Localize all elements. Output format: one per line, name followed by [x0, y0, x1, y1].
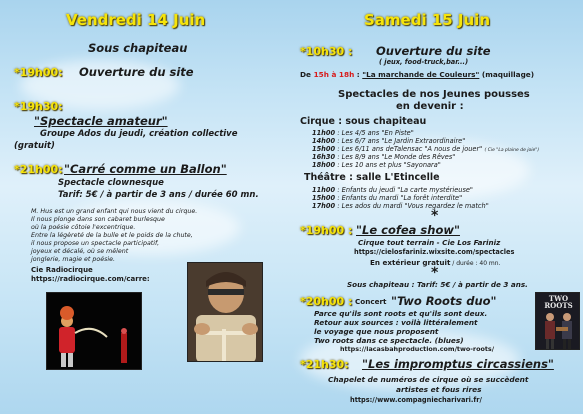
- friday-desc-2b: (gratuit): [14, 141, 55, 151]
- clown-photo: [46, 292, 142, 370]
- poster-title-2: ROOTS: [544, 301, 573, 310]
- concert-line-2: Retour aux sources : voilà littéralement: [314, 318, 478, 327]
- youth-title-1: Spectacles de nos Jeunes pousses: [338, 89, 530, 100]
- story-line: jonglerie, magie et poésie.: [31, 256, 116, 263]
- theatre-heading: Théâtre : salle L'Etincelle: [304, 172, 440, 183]
- cofea-line-1: Cirque tout terrain - Cie Los Fariniz: [358, 238, 501, 247]
- separator-star: *: [431, 208, 439, 224]
- chapiteau-tarif: Sous chapiteau : Tarif: 5€ / à partir de 3 ans.: [347, 280, 528, 289]
- friday-title-3: "Carré comme un Ballon": [64, 162, 227, 176]
- impromptus-link[interactable]: https://www.compagniecharivari.fr/: [350, 396, 482, 404]
- concert-label: Concert: [355, 297, 387, 306]
- separator-star-2: *: [431, 265, 439, 281]
- concert-line-1: Parce qu'ils sont roots et qu'ils sont deux.: [314, 309, 488, 318]
- market-line: [300, 70, 534, 79]
- friday-time-2: *19h30:: [14, 100, 63, 113]
- impromptus-line-2: artistes et fous rires: [396, 385, 482, 394]
- market-note: (maquillage): [481, 70, 535, 79]
- saturday-title-1: Ouverture du site: [376, 44, 491, 58]
- story-line: Il nous plonge dans son cabaret burlesque: [31, 216, 165, 223]
- friday-desc-3a: Spectacle clownesque: [58, 178, 164, 188]
- friday-venue: Sous chapiteau: [88, 41, 188, 55]
- impromptus-line-1: Chapelet de numéros de cirque où se succèdent: [328, 375, 529, 384]
- cofea-line-2: En extérieur gratuit / durée : 40 mn.: [370, 258, 501, 267]
- cirque-row: 15h00 : Les 6/11 ans deTalensac "A nous de jouer" ( Cie "La plaine de joie"): [312, 145, 540, 153]
- poster-title-1: TWO: [548, 294, 569, 303]
- cirque-row: 11h00 : Les 4/5 ans "En Piste": [312, 129, 414, 137]
- cofea-link[interactable]: https://cielosfariniz.wixsite.com/spectacles: [354, 248, 515, 256]
- theatre-row: 11h00 : Enfants du jeudi "La carte mystérieuse": [312, 186, 473, 194]
- saturday-sub-1: ( jeux, food-truck,bar...): [379, 58, 469, 66]
- concert-line-4: Two roots dans ce spectacle. (blues): [314, 336, 464, 345]
- friday-title-2: "Spectacle amateur": [34, 114, 168, 128]
- saturday-time-4: *21h30:: [300, 358, 349, 371]
- credit-company: Cie Radiocirque: [31, 266, 93, 274]
- concert-line-3: le voyage que nous proposent: [314, 327, 439, 336]
- saturday-title-2: "Le cofea show": [356, 223, 460, 237]
- story-line: M. Hus est un grand enfant qui nous vient du cirque.: [31, 208, 198, 215]
- story-line: il nous propose un spectacle participatif,: [31, 240, 160, 247]
- market-de: De: [300, 70, 312, 79]
- friday-title-1: Ouverture du site: [79, 65, 194, 79]
- friday-desc-2a: Groupe Ados du jeudi, création collective: [40, 129, 238, 139]
- cirque-row: 16h30 : Les 8/9 ans "Le Monde des Rêves": [312, 153, 456, 161]
- friday-time-3: *21h00:: [14, 163, 63, 176]
- friday-desc-3b: Tarif: 5€ / à partir de 3 ans / durée 60 mn.: [58, 190, 259, 200]
- saturday-time-3: *20h00 :: [300, 295, 353, 308]
- friday-time-1: *19h00:: [14, 66, 63, 79]
- market-name: "La marchande de Couleurs": [362, 70, 480, 79]
- story-line: Entre la légèreté de la bulle et le poids de la chute,: [31, 232, 193, 239]
- cirque-row: 14h00 : Les 6/7 ans "Le Jardin Extraordinaire": [312, 137, 466, 145]
- saturday-title-3: "Two Roots duo": [391, 294, 497, 308]
- concert-link[interactable]: https://lacasbahproduction.com/two-roots/: [340, 345, 495, 353]
- performer-photo: [187, 262, 263, 362]
- two-roots-poster: [535, 292, 580, 350]
- theatre-row: 17h00 : Les ados du mardi "Vous regardez le match": [312, 202, 489, 210]
- market-hours: 15h à 18h: [313, 70, 355, 79]
- market-sep: :: [354, 70, 363, 79]
- cirque-row: 18h00 : Les 10 ans et plus "Sayonara": [312, 161, 441, 169]
- credit-link[interactable]: https://radiocirque.com/carre:: [31, 275, 150, 283]
- saturday-time-1: *10h30 :: [300, 45, 353, 58]
- saturday-title-4: "Les impromptus circassiens": [362, 357, 554, 371]
- saturday-time-2: *19h00 :: [300, 224, 353, 237]
- friday-day-heading: Vendredi 14 Juin: [66, 11, 206, 29]
- story-line: où la poésie côtoie l'excentrique.: [31, 224, 136, 231]
- theatre-row: 15h00 : Enfants du mardi "La forêt interdite": [312, 194, 463, 202]
- youth-title-2: en devenir :: [396, 101, 464, 112]
- saturday-day-heading: Samedi 15 Juin: [364, 11, 491, 29]
- cirque-heading: Cirque : sous chapiteau: [300, 116, 427, 127]
- story-line: joyeux et décalé, où se mêlent: [31, 248, 129, 255]
